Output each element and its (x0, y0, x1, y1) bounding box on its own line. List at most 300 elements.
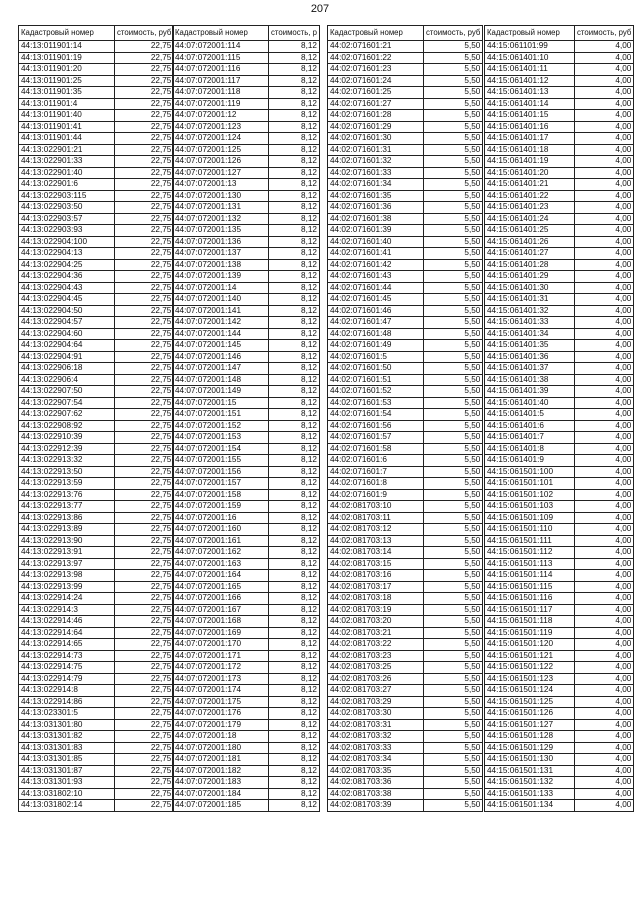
cadastral-number-cell: 44:13:022914:46 (19, 616, 115, 628)
cadastral-number-cell: 44:15:061401:8 (485, 443, 575, 455)
cost-cell: 8,12 (269, 627, 320, 639)
table-row (173, 156, 320, 168)
table-row (328, 420, 483, 432)
cadastral-number-cell: 44:13:022901:33 (19, 156, 115, 168)
cost-cell: 4,00 (575, 685, 634, 697)
table-row (19, 800, 174, 812)
cadastral-number-cell: 44:02:071601:23 (328, 64, 424, 76)
cadastral-number-cell: 44:15:061401:40 (485, 397, 575, 409)
cost-cell: 8,12 (269, 466, 320, 478)
table-row (328, 685, 483, 697)
cadastral-number-cell: 44:02:081703:39 (328, 800, 424, 812)
cadastral-number-cell: 44:02:071601:43 (328, 271, 424, 283)
cost-cell: 5,50 (424, 627, 483, 639)
cadastral-number-cell: 44:13:022914:8 (19, 685, 115, 697)
cost-cell: 22,75 (115, 87, 174, 99)
cadastral-number-cell: 44:13:022913:89 (19, 524, 115, 536)
table-row (173, 317, 320, 329)
cadastral-number-cell: 44:13:022914:75 (19, 662, 115, 674)
table-row (19, 156, 174, 168)
cost-cell: 5,50 (424, 639, 483, 651)
cost-cell: 22,75 (115, 340, 174, 352)
cost-cell: 8,12 (269, 593, 320, 605)
table-row (19, 547, 174, 559)
table-row (485, 719, 634, 731)
table-row (173, 662, 320, 674)
cost-cell: 8,12 (269, 432, 320, 444)
cost-cell: 8,12 (269, 547, 320, 559)
cost-cell: 5,50 (424, 570, 483, 582)
cadastral-number-cell: 44:07:072001:155 (173, 455, 269, 467)
table-row (19, 121, 174, 133)
table-row (173, 673, 320, 685)
cadastral-number-cell: 44:02:071601:6 (328, 455, 424, 467)
cadastral-number-cell: 44:13:031301:85 (19, 754, 115, 766)
table-row (19, 179, 174, 191)
cost-cell: 22,75 (115, 512, 174, 524)
cost-cell: 22,75 (115, 627, 174, 639)
cadastral-number-cell: 44:13:022913:98 (19, 570, 115, 582)
cadastral-number-cell: 44:02:081703:30 (328, 708, 424, 720)
cadastral-number-cell: 44:13:022903:57 (19, 213, 115, 225)
cadastral-number-cell: 44:15:061401:17 (485, 133, 575, 145)
table-row (173, 397, 320, 409)
cadastral-number-cell: 44:07:072001:12 (173, 110, 269, 122)
cost-cell: 8,12 (269, 639, 320, 651)
table-row (328, 558, 483, 570)
cadastral-number-cell: 44:15:061501:128 (485, 731, 575, 743)
cadastral-number-cell: 44:15:061401:32 (485, 305, 575, 317)
cost-cell: 4,00 (575, 489, 634, 501)
cadastral-number-cell: 44:02:081703:14 (328, 547, 424, 559)
cadastral-number-cell: 44:15:061401:24 (485, 213, 575, 225)
table-row (485, 409, 634, 421)
cadastral-number-cell: 44:15:061501:134 (485, 800, 575, 812)
cadastral-number-cell: 44:07:072001:159 (173, 501, 269, 513)
cadastral-number-cell: 44:02:081703:38 (328, 788, 424, 800)
cost-cell: 5,50 (424, 259, 483, 271)
table-row (173, 719, 320, 731)
table-row (173, 742, 320, 754)
cost-cell: 8,12 (269, 179, 320, 191)
cost-cell: 4,00 (575, 110, 634, 122)
cost-cell: 8,12 (269, 64, 320, 76)
cost-cell: 5,50 (424, 52, 483, 64)
cadastral-number-cell: 44:02:081703:19 (328, 604, 424, 616)
table-row (19, 685, 174, 697)
table-row (19, 409, 174, 421)
cost-cell: 22,75 (115, 478, 174, 490)
table-row (19, 639, 174, 651)
cost-cell: 4,00 (575, 374, 634, 386)
cadastral-number-cell: 44:07:072001:147 (173, 363, 269, 375)
cadastral-number-cell: 44:02:081703:20 (328, 616, 424, 628)
cost-cell: 22,75 (115, 673, 174, 685)
table-row (19, 133, 174, 145)
cost-cell: 4,00 (575, 133, 634, 145)
cadastral-number-cell: 44:02:081703:22 (328, 639, 424, 651)
cadastral-number-cell: 44:13:031802:14 (19, 800, 115, 812)
header-cost: стоимость, р (269, 26, 320, 41)
cadastral-number-cell: 44:02:081703:35 (328, 765, 424, 777)
cadastral-number-cell: 44:13:011901:20 (19, 64, 115, 76)
cadastral-number-cell: 44:02:081703:27 (328, 685, 424, 697)
table-row (173, 190, 320, 202)
cadastral-number-cell: 44:15:061401:5 (485, 409, 575, 421)
table-row (485, 696, 634, 708)
cadastral-number-cell: 44:02:071601:52 (328, 386, 424, 398)
cost-cell: 4,00 (575, 443, 634, 455)
cadastral-number-cell: 44:07:072001:166 (173, 593, 269, 605)
table-row (173, 443, 320, 455)
table-row (328, 662, 483, 674)
table-row (328, 731, 483, 743)
cost-cell: 8,12 (269, 213, 320, 225)
cadastral-number-cell: 44:15:061401:10 (485, 52, 575, 64)
cadastral-number-cell: 44:07:072001:153 (173, 432, 269, 444)
cost-cell: 5,50 (424, 466, 483, 478)
cadastral-number-cell: 44:13:022904:100 (19, 236, 115, 248)
cadastral-table-3 (327, 25, 483, 812)
cost-cell: 5,50 (424, 41, 483, 53)
cost-cell: 4,00 (575, 478, 634, 490)
table-row (173, 512, 320, 524)
cadastral-number-cell: 44:07:072001:130 (173, 190, 269, 202)
table-row (173, 547, 320, 559)
cost-cell: 5,50 (424, 121, 483, 133)
cost-cell: 5,50 (424, 328, 483, 340)
cost-cell: 22,75 (115, 455, 174, 467)
cost-cell: 8,12 (269, 673, 320, 685)
cost-cell: 8,12 (269, 409, 320, 421)
cost-cell: 8,12 (269, 501, 320, 513)
table-row (173, 167, 320, 179)
table-row (328, 765, 483, 777)
table-row (328, 604, 483, 616)
cadastral-number-cell: 44:07:072001:174 (173, 685, 269, 697)
cost-cell: 4,00 (575, 466, 634, 478)
cadastral-number-cell: 44:07:072001:154 (173, 443, 269, 455)
cadastral-number-cell: 44:07:072001:182 (173, 765, 269, 777)
header-cadastral-number: Кадастровый номер (173, 26, 269, 41)
table-row (173, 455, 320, 467)
table-row (485, 558, 634, 570)
cost-cell: 4,00 (575, 800, 634, 812)
table-row (173, 374, 320, 386)
cost-cell: 22,75 (115, 650, 174, 662)
cadastral-number-cell: 44:07:072001:172 (173, 662, 269, 674)
table-row (173, 639, 320, 651)
table-row (19, 190, 174, 202)
table-row (328, 133, 483, 145)
cost-cell: 8,12 (269, 202, 320, 214)
table-row (19, 351, 174, 363)
cost-cell: 22,75 (115, 593, 174, 605)
cost-cell: 5,50 (424, 156, 483, 168)
table-row (328, 41, 483, 53)
table-row (328, 409, 483, 421)
cost-cell: 5,50 (424, 294, 483, 306)
cadastral-number-cell: 44:15:061501:119 (485, 627, 575, 639)
table-row (328, 443, 483, 455)
table-row (328, 593, 483, 605)
table-row (328, 754, 483, 766)
table-row (485, 156, 634, 168)
cost-cell: 8,12 (269, 156, 320, 168)
table-row (173, 110, 320, 122)
table-row (19, 317, 174, 329)
cadastral-number-cell: 44:15:061401:39 (485, 386, 575, 398)
cadastral-number-cell: 44:07:072001:167 (173, 604, 269, 616)
cadastral-number-cell: 44:15:061401:7 (485, 432, 575, 444)
cadastral-number-cell: 44:15:061401:14 (485, 98, 575, 110)
cadastral-number-cell: 44:02:071601:5 (328, 351, 424, 363)
cost-cell: 4,00 (575, 547, 634, 559)
table-row (19, 765, 174, 777)
cadastral-number-cell: 44:07:072001:15 (173, 397, 269, 409)
cadastral-number-cell: 44:02:071601:42 (328, 259, 424, 271)
table-row (173, 328, 320, 340)
table-row (173, 788, 320, 800)
cadastral-number-cell: 44:02:071601:36 (328, 202, 424, 214)
cost-cell: 22,75 (115, 397, 174, 409)
cadastral-number-cell: 44:13:022913:99 (19, 581, 115, 593)
table-row (173, 604, 320, 616)
cadastral-number-cell: 44:07:072001:117 (173, 75, 269, 87)
cost-cell: 4,00 (575, 328, 634, 340)
table-row (485, 363, 634, 375)
cadastral-number-cell: 44:07:072001:183 (173, 777, 269, 789)
cost-cell: 4,00 (575, 386, 634, 398)
table-row (19, 75, 174, 87)
cost-cell: 5,50 (424, 110, 483, 122)
cadastral-number-cell: 44:02:071601:46 (328, 305, 424, 317)
cost-cell: 8,12 (269, 248, 320, 260)
cost-cell: 4,00 (575, 432, 634, 444)
cadastral-number-cell: 44:15:061401:21 (485, 179, 575, 191)
cadastral-number-cell: 44:15:061401:12 (485, 75, 575, 87)
cost-cell: 4,00 (575, 225, 634, 237)
cadastral-number-cell: 44:07:072001:131 (173, 202, 269, 214)
cost-cell: 8,12 (269, 98, 320, 110)
cadastral-number-cell: 44:02:071601:27 (328, 98, 424, 110)
cadastral-number-cell: 44:07:072001:168 (173, 616, 269, 628)
cost-cell: 5,50 (424, 512, 483, 524)
table-row (328, 282, 483, 294)
table-row (19, 248, 174, 260)
cost-cell: 22,75 (115, 75, 174, 87)
cost-cell: 5,50 (424, 409, 483, 421)
cost-cell: 5,50 (424, 673, 483, 685)
cost-cell: 4,00 (575, 604, 634, 616)
table-row (328, 616, 483, 628)
cost-cell: 5,50 (424, 731, 483, 743)
table-row (485, 397, 634, 409)
cadastral-number-cell: 44:13:011901:19 (19, 52, 115, 64)
cadastral-number-cell: 44:02:081703:31 (328, 719, 424, 731)
cost-cell: 4,00 (575, 397, 634, 409)
cadastral-number-cell: 44:02:081703:33 (328, 742, 424, 754)
table-row (485, 236, 634, 248)
cadastral-number-cell: 44:15:061501:112 (485, 547, 575, 559)
cost-cell: 8,12 (269, 75, 320, 87)
table-row (173, 179, 320, 191)
cadastral-number-cell: 44:02:071601:57 (328, 432, 424, 444)
cadastral-number-cell: 44:07:072001:16 (173, 512, 269, 524)
table-row (173, 627, 320, 639)
table-row (19, 374, 174, 386)
cost-cell: 8,12 (269, 225, 320, 237)
cadastral-number-cell: 44:02:071601:30 (328, 133, 424, 145)
cost-cell: 5,50 (424, 340, 483, 352)
cost-cell: 22,75 (115, 328, 174, 340)
cadastral-number-cell: 44:13:022907:62 (19, 409, 115, 421)
table-row (485, 248, 634, 260)
cost-cell: 22,75 (115, 696, 174, 708)
table-row (173, 248, 320, 260)
cost-cell: 8,12 (269, 685, 320, 697)
table-row (173, 524, 320, 536)
cost-cell: 8,12 (269, 731, 320, 743)
cadastral-number-cell: 44:02:081703:34 (328, 754, 424, 766)
cost-cell: 4,00 (575, 202, 634, 214)
table-row (19, 708, 174, 720)
table-row (485, 294, 634, 306)
cost-cell: 5,50 (424, 144, 483, 156)
cadastral-number-cell: 44:15:061401:37 (485, 363, 575, 375)
cadastral-number-cell: 44:07:072001:126 (173, 156, 269, 168)
cost-cell: 5,50 (424, 478, 483, 490)
table-row (328, 52, 483, 64)
cadastral-number-cell: 44:13:022904:25 (19, 259, 115, 271)
table-row (173, 696, 320, 708)
cadastral-number-cell: 44:02:071601:21 (328, 41, 424, 53)
table-row (485, 708, 634, 720)
table-row (173, 501, 320, 513)
cost-cell: 22,75 (115, 110, 174, 122)
cost-cell: 5,50 (424, 455, 483, 467)
table-row (19, 443, 174, 455)
table-row (173, 420, 320, 432)
table-row (19, 754, 174, 766)
cost-cell: 5,50 (424, 581, 483, 593)
cadastral-number-cell: 44:02:071601:41 (328, 248, 424, 260)
table-row (173, 650, 320, 662)
cadastral-number-cell: 44:15:061401:11 (485, 64, 575, 76)
table-row (328, 110, 483, 122)
table-row (19, 259, 174, 271)
cost-cell: 8,12 (269, 581, 320, 593)
cost-cell: 4,00 (575, 501, 634, 513)
table-row (485, 179, 634, 191)
cadastral-number-cell: 44:02:071601:34 (328, 179, 424, 191)
cost-cell: 4,00 (575, 213, 634, 225)
cadastral-number-cell: 44:07:072001:146 (173, 351, 269, 363)
cadastral-number-cell: 44:02:081703:16 (328, 570, 424, 582)
cost-cell: 8,12 (269, 374, 320, 386)
table-row (328, 489, 483, 501)
cost-cell: 8,12 (269, 144, 320, 156)
cadastral-number-cell: 44:13:022913:97 (19, 558, 115, 570)
table-row (173, 593, 320, 605)
table-row (485, 167, 634, 179)
cadastral-number-cell: 44:15:061401:9 (485, 455, 575, 467)
cost-cell: 4,00 (575, 731, 634, 743)
cadastral-number-cell: 44:13:022903:115 (19, 190, 115, 202)
cost-cell: 5,50 (424, 432, 483, 444)
table-row (485, 512, 634, 524)
cadastral-number-cell: 44:13:022901:40 (19, 167, 115, 179)
cadastral-number-cell: 44:02:071601:33 (328, 167, 424, 179)
cost-cell: 22,75 (115, 742, 174, 754)
table-row (485, 570, 634, 582)
cost-cell: 5,50 (424, 64, 483, 76)
cost-cell: 22,75 (115, 202, 174, 214)
cadastral-number-cell: 44:15:061401:31 (485, 294, 575, 306)
cost-cell: 4,00 (575, 87, 634, 99)
cost-cell: 4,00 (575, 236, 634, 248)
cadastral-number-cell: 44:07:072001:116 (173, 64, 269, 76)
table-row (485, 547, 634, 559)
cost-cell: 4,00 (575, 271, 634, 283)
table-row (485, 340, 634, 352)
cost-cell: 5,50 (424, 75, 483, 87)
cost-cell: 22,75 (115, 52, 174, 64)
cadastral-number-cell: 44:13:022910:39 (19, 432, 115, 444)
cost-cell: 8,12 (269, 328, 320, 340)
cost-cell: 4,00 (575, 742, 634, 754)
cost-cell: 4,00 (575, 673, 634, 685)
cadastral-number-cell: 44:02:081703:12 (328, 524, 424, 536)
cadastral-number-cell: 44:02:071601:48 (328, 328, 424, 340)
cadastral-number-cell: 44:07:072001:13 (173, 179, 269, 191)
cadastral-number-cell: 44:15:061401:22 (485, 190, 575, 202)
cost-cell: 4,00 (575, 305, 634, 317)
cost-cell: 8,12 (269, 259, 320, 271)
table-row (19, 696, 174, 708)
cadastral-number-cell: 44:02:071601:38 (328, 213, 424, 225)
cost-cell: 5,50 (424, 420, 483, 432)
cadastral-number-cell: 44:15:061501:129 (485, 742, 575, 754)
cadastral-number-cell: 44:02:071601:35 (328, 190, 424, 202)
cost-cell: 4,00 (575, 558, 634, 570)
cadastral-number-cell: 44:02:071601:29 (328, 121, 424, 133)
cadastral-number-cell: 44:15:061401:23 (485, 202, 575, 214)
cost-cell: 4,00 (575, 317, 634, 329)
cadastral-number-cell: 44:07:072001:185 (173, 800, 269, 812)
table-row (19, 512, 174, 524)
table-row (485, 213, 634, 225)
cadastral-table-2 (172, 25, 320, 812)
cadastral-number-cell: 44:07:072001:181 (173, 754, 269, 766)
cadastral-number-cell: 44:15:061401:29 (485, 271, 575, 283)
table-row (328, 305, 483, 317)
table-row (19, 202, 174, 214)
cost-cell: 5,50 (424, 754, 483, 766)
table-row (328, 512, 483, 524)
table-row (485, 374, 634, 386)
cost-cell: 4,00 (575, 52, 634, 64)
header-cadastral-number: Кадастровый номер (485, 26, 575, 41)
cost-cell: 5,50 (424, 777, 483, 789)
cadastral-number-cell: 44:13:011901:40 (19, 110, 115, 122)
cadastral-number-cell: 44:15:061101:99 (485, 41, 575, 53)
cost-cell: 5,50 (424, 501, 483, 513)
cost-cell: 4,00 (575, 639, 634, 651)
table-row (485, 616, 634, 628)
cost-cell: 4,00 (575, 512, 634, 524)
cost-cell: 22,75 (115, 121, 174, 133)
